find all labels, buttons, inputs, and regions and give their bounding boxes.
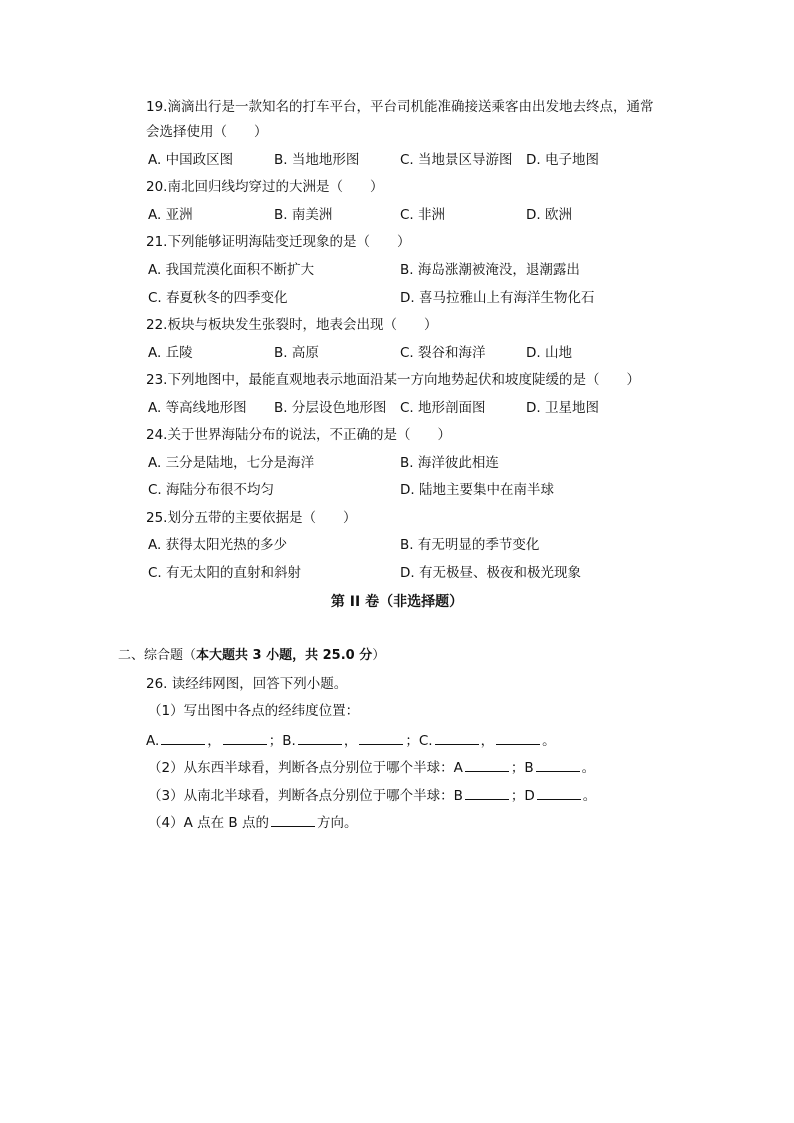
sub3-text: （3）从南北半球看，判断各点分别位于哪个半球：B (148, 788, 463, 804)
option-c: C. 裂谷和海洋 (400, 345, 486, 361)
blank[interactable] (161, 730, 205, 745)
option-d: D. 喜马拉雅山上有海洋生物化石 (400, 290, 595, 306)
label-b: ；B. (268, 733, 296, 749)
part-heading-prefix: 二、综合题（ (118, 648, 197, 663)
blank[interactable] (537, 785, 581, 800)
blank[interactable] (496, 730, 540, 745)
question-24 (146, 426, 451, 444)
question-text: 滴滴出行是一款知名的打车平台，平台司机能准确接送乘客由出发地去终点，通常 (167, 99, 654, 115)
question-25 (146, 509, 356, 527)
option-b: B. 有无明显的季节变化 (400, 537, 540, 553)
blank[interactable] (435, 730, 479, 745)
blank[interactable] (465, 757, 509, 772)
question-26-sub4 (148, 812, 357, 832)
question-number: 24. (146, 427, 168, 443)
period: 。 (542, 733, 556, 749)
sub3-text-b: ；D (510, 788, 535, 804)
question-number: 22. (146, 317, 168, 333)
question-text: 划分五带的主要依据是（ ） (167, 510, 357, 526)
question-19-cont: 会选择使用（ ） (146, 124, 268, 140)
question-22 (146, 316, 437, 334)
section-title: 第 II 卷（非选择题） (330, 594, 464, 610)
blank[interactable] (536, 757, 580, 772)
question-number: 25. (146, 510, 168, 526)
option-d: D. 卫星地图 (526, 400, 599, 416)
part-heading (118, 647, 385, 665)
part-heading-bold: 本大题共 3 小题，共 25.0 分 (196, 648, 373, 663)
blank[interactable] (465, 785, 509, 800)
question-text: 板块与板块发生张裂时，地表会出现（ ） (167, 317, 438, 333)
option-d: D. 有无极昼、极夜和极光现象 (400, 565, 581, 581)
question-text: 关于世界海陆分布的说法，不正确的是（ ） (167, 427, 451, 443)
blank[interactable] (271, 812, 315, 827)
comma: ， (343, 733, 358, 749)
label-a: A. (146, 733, 160, 749)
option-c: C. 海陆分布很不均匀 (148, 482, 275, 498)
question-number: 21. (146, 234, 168, 250)
question-number: 20. (146, 179, 168, 195)
question-20 (146, 178, 383, 196)
option-c: C. 当地景区导游图 (400, 152, 513, 168)
option-c: C. 非洲 (400, 207, 446, 223)
question-number: 19. (146, 99, 168, 115)
blank[interactable] (298, 730, 342, 745)
question-text: 下列能够证明海陆变迁现象的是（ ） (167, 234, 411, 250)
sub2-text-b: ；B (510, 760, 534, 776)
comma: ， (480, 733, 495, 749)
question-text: 下列地图中，最能直观地表示地面沿某一方向地势起伏和坡度陡缓的是（ ） (167, 372, 640, 388)
period: 。 (581, 760, 596, 776)
option-a: A. 获得太阳光热的多少 (148, 537, 288, 553)
question-26-sub3 (148, 785, 596, 805)
question-19 (146, 98, 653, 116)
option-b: B. 高原 (274, 345, 319, 361)
label-c: ；C. (405, 733, 433, 749)
question-26-sub1: （1）写出图中各点的经纬度位置： (148, 703, 360, 719)
sub4-text: （4）A 点在 B 点的 (148, 815, 269, 831)
option-a: A. 我国荒漠化面积不断扩大 (148, 262, 315, 278)
option-d: D. 电子地图 (526, 152, 599, 168)
blank[interactable] (359, 730, 403, 745)
option-a: A. 丘陵 (148, 345, 193, 361)
sub4-text-b: 方向。 (316, 815, 358, 831)
option-a: A. 中国政区图 (148, 152, 234, 168)
question-23 (146, 371, 640, 389)
question-26-title: 26. 读经纬网图，回答下列小题。 (146, 676, 348, 692)
option-b: B. 海洋彼此相连 (400, 455, 499, 471)
sub2-text: （2）从东西半球看，判断各点分别位于哪个半球：A (148, 760, 463, 776)
blank[interactable] (223, 730, 267, 745)
part-heading-suffix: ） (372, 648, 386, 663)
question-text: 南北回归线均穿过的大洲是（ ） (167, 179, 384, 195)
option-c: C. 地形剖面图 (400, 400, 486, 416)
option-d: D. 陆地主要集中在南半球 (400, 482, 554, 498)
option-a: A. 亚洲 (148, 207, 193, 223)
option-c: C. 春夏秋冬的四季变化 (148, 290, 288, 306)
option-d: D. 山地 (526, 345, 572, 361)
question-26-coords (146, 730, 556, 750)
option-b: B. 海岛涨潮被淹没，退潮露出 (400, 262, 580, 278)
question-26-sub2 (148, 757, 595, 777)
question-21 (146, 233, 410, 251)
question-number: 23. (146, 372, 168, 388)
comma: ， (207, 733, 221, 749)
option-b: B. 分层设色地形图 (274, 400, 387, 416)
option-a: A. 等高线地形图 (148, 400, 247, 416)
period: 。 (582, 788, 597, 804)
option-c: C. 有无太阳的直射和斜射 (148, 565, 302, 581)
option-b: B. 南美洲 (274, 207, 333, 223)
option-b: B. 当地地形图 (274, 152, 360, 168)
option-a: A. 三分是陆地，七分是海洋 (148, 455, 315, 471)
option-d: D. 欧洲 (526, 207, 572, 223)
